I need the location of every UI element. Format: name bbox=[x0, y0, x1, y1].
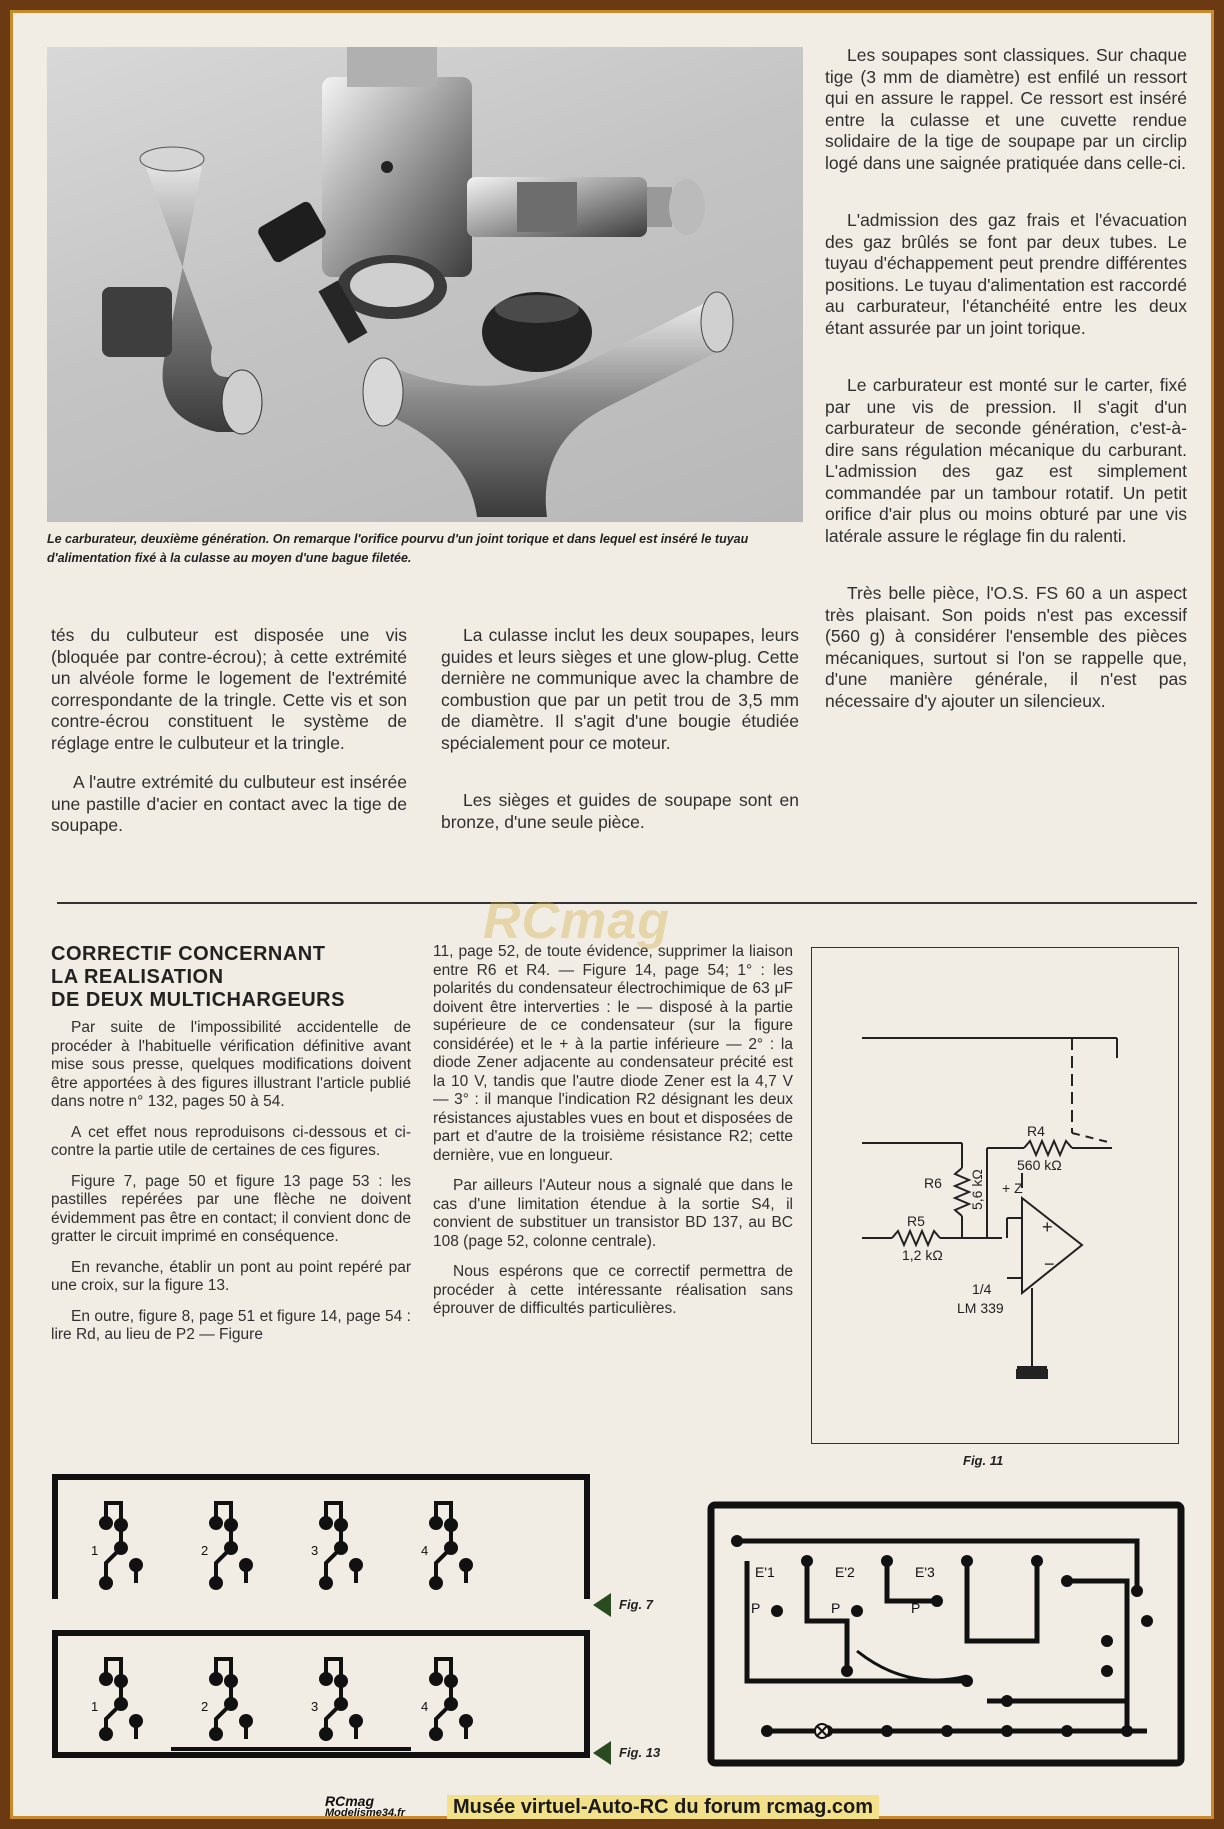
r4-label: R4 bbox=[1027, 1123, 1045, 1139]
fig11-label: Fig. 11 bbox=[963, 1453, 1004, 1468]
paragraph: Nous espérons que ce correctif permettra de procéder à cette intéressante réalisation sans éprouver de difficultés particulières. bbox=[433, 1263, 793, 1317]
footer bbox=[13, 1795, 1217, 1819]
paragraph: Par ailleurs l'Auteur nous a signalé que dans le cas d'une limitation étendue à la sortie S4, il convient de substituer un transistor BD 137, au BC 108 (page 52, colonne centrale). bbox=[433, 1177, 793, 1250]
paragraph: tés du culbuteur est disposée une vis (bloquée par contre-écrou); à cette extrémité un alvéole forme le logement de l'extrémité correspondante de la tringle. Cette vis et son contre-écrou constituent le système de réglage entre le culbuteur et la tringle. bbox=[51, 625, 407, 753]
middle-column bbox=[441, 625, 799, 833]
r6-label: R6 bbox=[924, 1175, 942, 1191]
correctif-title: CORRECTIF CONCERNANT LA REALISATION DE DEUX MULTICHARGEURS bbox=[51, 943, 345, 1011]
paragraph: Figure 7, page 50 et figure 13 page 53 : les pastilles repérées par une flèche ne doivent évidemment pas être en contact; il convient donc de gratter le circuit imprimé en conséquence. bbox=[51, 1172, 411, 1245]
correctif-col1 bbox=[51, 1019, 411, 1345]
r4-value: 560 kΩ bbox=[1017, 1157, 1062, 1173]
paragraph: L'admission des gaz frais et l'évacuation des gaz brûlés se font par deux tubes. Le tuyau d'échappement peut prendre différentes positions. Le tuyau d'alimentation est raccordé au carburateur, l'étanchéité entre les deux étant assurée par un joint torique. bbox=[825, 210, 1187, 338]
paragraph: Les soupapes sont classiques. Sur chaque tige (3 mm de diamètre) est enfilé un ressort qui en assure le rappel. Ce ressort est inséré entre la culasse et une cuvette rendue solidaire de la tige de soupape par un circlip logé dans une saignée pratiquée dans celle-ci. bbox=[825, 45, 1187, 173]
plus-label: + bbox=[1042, 1217, 1053, 1237]
fig13-num-3: 3 bbox=[311, 1699, 319, 1714]
watermark: RCmag bbox=[483, 892, 671, 950]
paragraph: La culasse inclut les deux soupapes, leurs guides et leurs sièges et une glow-plug. Cette dernière ne communique avec la chambre de combustion que par un petit trou de 3,5 mm de diamètre. Il s'agit d'une bougie étudiée spécialement pour ce moteur. bbox=[441, 625, 799, 753]
fig7-num-2: 2 bbox=[201, 1543, 209, 1558]
photo-caption: Le carburateur, deuxième génération. On remarque l'orifice pourvu d'un joint torique et dans lequel est inséré le tuyau d'alimentation fixé à la culasse au moyen d'une bague filetée. bbox=[47, 532, 749, 565]
paragraph: Les sièges et guides de soupape sont en bronze, d'une seule pièce. bbox=[441, 790, 799, 832]
correctif-col2 bbox=[433, 943, 793, 1319]
fig7-arrow-icon bbox=[593, 1593, 611, 1617]
right-column bbox=[825, 45, 1187, 712]
paragraph: A cet effet nous reproduisons ci-dessous et ci-contre la partie utile de certaines de ces figures. bbox=[51, 1123, 411, 1159]
minus-label: − bbox=[1044, 1254, 1055, 1274]
pcb-p2: P bbox=[831, 1600, 841, 1616]
fig7-board bbox=[51, 1473, 591, 1603]
left-column bbox=[51, 625, 407, 837]
paragraph: 11, page 52, de toute évidence, supprimer la liaison entre R6 et R4. — Figure 14, page 54; 1° : les polarités du condensateur électrochimique de 63 μF doivent être interverties : le — disposé à la partie supérieure de ce condensateur (sur la figure considérée) et le + à la partie inférieure — 2° : la diode Zener adjacente au condensateur précité est la 10 V, tandis que l'autre diode Zener est la 4,7 V — 3° : il manque l'indication R2 désignant les deux résistances ajustables vues en bout et disposées de part et d'autre de la troisième résistance R2; cette dernière, vue en longueur. bbox=[433, 943, 793, 1164]
paragraph: Le carburateur est monté sur le carter, fixé par une vis de pression. Il s'agit d'un carburateur de seconde génération, c'est-à-dire sans régulation mécanique du carburant. L'admission des gaz est simplement commandée par un tambour rotatif. Un petit orifice d'air plus ou moins obturé par une vis latérale assure le réglage fin du ralenti. bbox=[825, 375, 1187, 546]
fig7-num-4: 4 bbox=[421, 1543, 429, 1558]
r6-value: 5,6 kΩ bbox=[969, 1169, 985, 1210]
fig7-num-1: 1 bbox=[91, 1543, 99, 1558]
fig11-schematic bbox=[811, 947, 1179, 1444]
fig13-board bbox=[51, 1629, 591, 1759]
pcb-p3: P bbox=[911, 1600, 921, 1616]
zener-label: + Z bbox=[1002, 1180, 1023, 1196]
paragraph: En revanche, établir un pont au point repéré par une croix, sur la figure 13. bbox=[51, 1258, 411, 1294]
fig13-arrow-icon bbox=[593, 1741, 611, 1765]
fig7-label: Fig. 7 bbox=[619, 1597, 653, 1612]
carburetor-photo bbox=[47, 47, 803, 522]
fig13-num-1: 1 bbox=[91, 1699, 99, 1714]
footer-banner: Musée virtuel-Auto-RC du forum rcmag.com bbox=[447, 1795, 879, 1819]
r5-value: 1,2 kΩ bbox=[902, 1247, 943, 1263]
paragraph: En outre, figure 8, page 51 et figure 14, page 54 : lire Rd, au lieu de P2 — Figure bbox=[51, 1307, 411, 1343]
fig13-label: Fig. 13 bbox=[619, 1745, 661, 1760]
fig13-num-2: 2 bbox=[201, 1699, 209, 1714]
footer-logo: RCmag Modelisme34.fr bbox=[325, 1793, 406, 1819]
pcb-e2: E'2 bbox=[835, 1564, 855, 1580]
pcb-layout bbox=[707, 1501, 1185, 1767]
fig7-num-3: 3 bbox=[311, 1543, 319, 1558]
ic-name: LM 339 bbox=[957, 1300, 1004, 1316]
fig13-num-4: 4 bbox=[421, 1699, 429, 1714]
paragraph: A l'autre extrémité du culbuteur est insérée une pastille d'acier en contact avec la tige de soupape. bbox=[51, 772, 407, 835]
r5-label: R5 bbox=[907, 1213, 925, 1229]
pcb-p1: P bbox=[751, 1600, 761, 1616]
pcb-e3: E'3 bbox=[915, 1564, 935, 1580]
ic-fraction: 1/4 bbox=[972, 1281, 992, 1297]
magazine-page bbox=[10, 10, 1214, 1819]
paragraph: Très belle pièce, l'O.S. FS 60 a un aspect très plaisant. Son poids n'est pas excessif (560 g) à considérer l'ensemble des pièces mécaniques, surtout si l'on se rappelle que, d'une manière générale, il n'est pas nécessaire d'y ajouter un silencieux. bbox=[825, 583, 1187, 711]
paragraph: Par suite de l'impossibilité accidentelle de procéder à l'habituelle vérification définitive avant mise sous presse, quelques modifications doivent être apportées à des figures illustrant l'article publié dans notre n° 132, pages 50 à 54. bbox=[51, 1019, 411, 1110]
pcb-e1: E'1 bbox=[755, 1564, 775, 1580]
